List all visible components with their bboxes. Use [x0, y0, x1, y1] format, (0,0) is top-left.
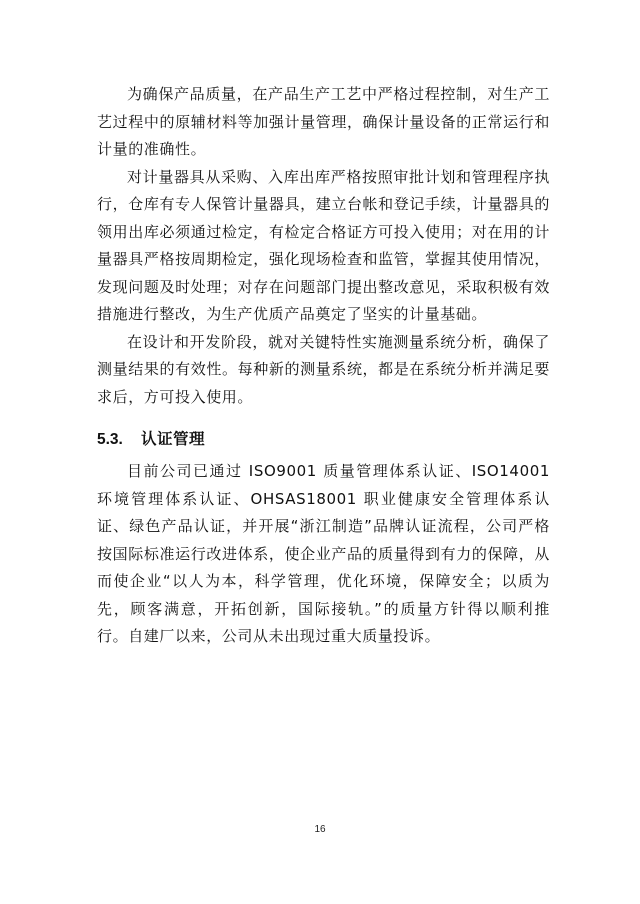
page-number: 16 [314, 824, 326, 835]
page-content [97, 81, 550, 651]
section-title: 认证管理 [141, 430, 206, 448]
paragraph-measurement-system-analysis: 在设计和开发阶段，就对关键特性实施测量系统分析，确保了测量结果的有效性。每种新的测量系统，都是在系统分析并满足要求后，方可投入使用。 [97, 332, 550, 406]
paragraph-quality-assurance: 为确保产品质量，在产品生产工艺中严格过程控制，对生产工艺过程中的原辅材料等加强计量管理，确保计量设备的正常运行和计量的准确性。 [97, 85, 550, 158]
section-number: 5.3. [97, 431, 123, 448]
paragraph-certification-management: 目前公司已通过 ISO9001 质量管理体系认证、ISO14001 环境管理体系认证、OHSAS18001 职业健康安全管理体系认证、绿色产品认证，并开展“浙江制造”品牌认证流程，公司严格按国际标准运行改进体系，使企业产品的质量得到有力的保障，从而使企业“以人为本，科学管理，优化环境，保障安全；以质为先，顾客满意，开拓创新，国际接轨。”的质量方针得以顺利推行。自建厂以来，公司从未出现过重大质量投诉。 [97, 462, 550, 645]
paragraph-measuring-instruments: 对计量器具从采购、入库出库严格按照审批计划和管理程序执行，仓库有专人保管计量器具，建立台帐和登记手续，计量器具的领用出库必须通过检定，有检定合格证方可投入使用；对在用的计量器具严格按周期检定，强化现场检查和监管，掌握其使用情况，发现问题及时处理；对存在问题部门提出整改意见，采取积极有效措施进行整改，为生产优质产品奠定了坚实的计量基础。 [97, 167, 550, 323]
section-heading [97, 425, 550, 454]
